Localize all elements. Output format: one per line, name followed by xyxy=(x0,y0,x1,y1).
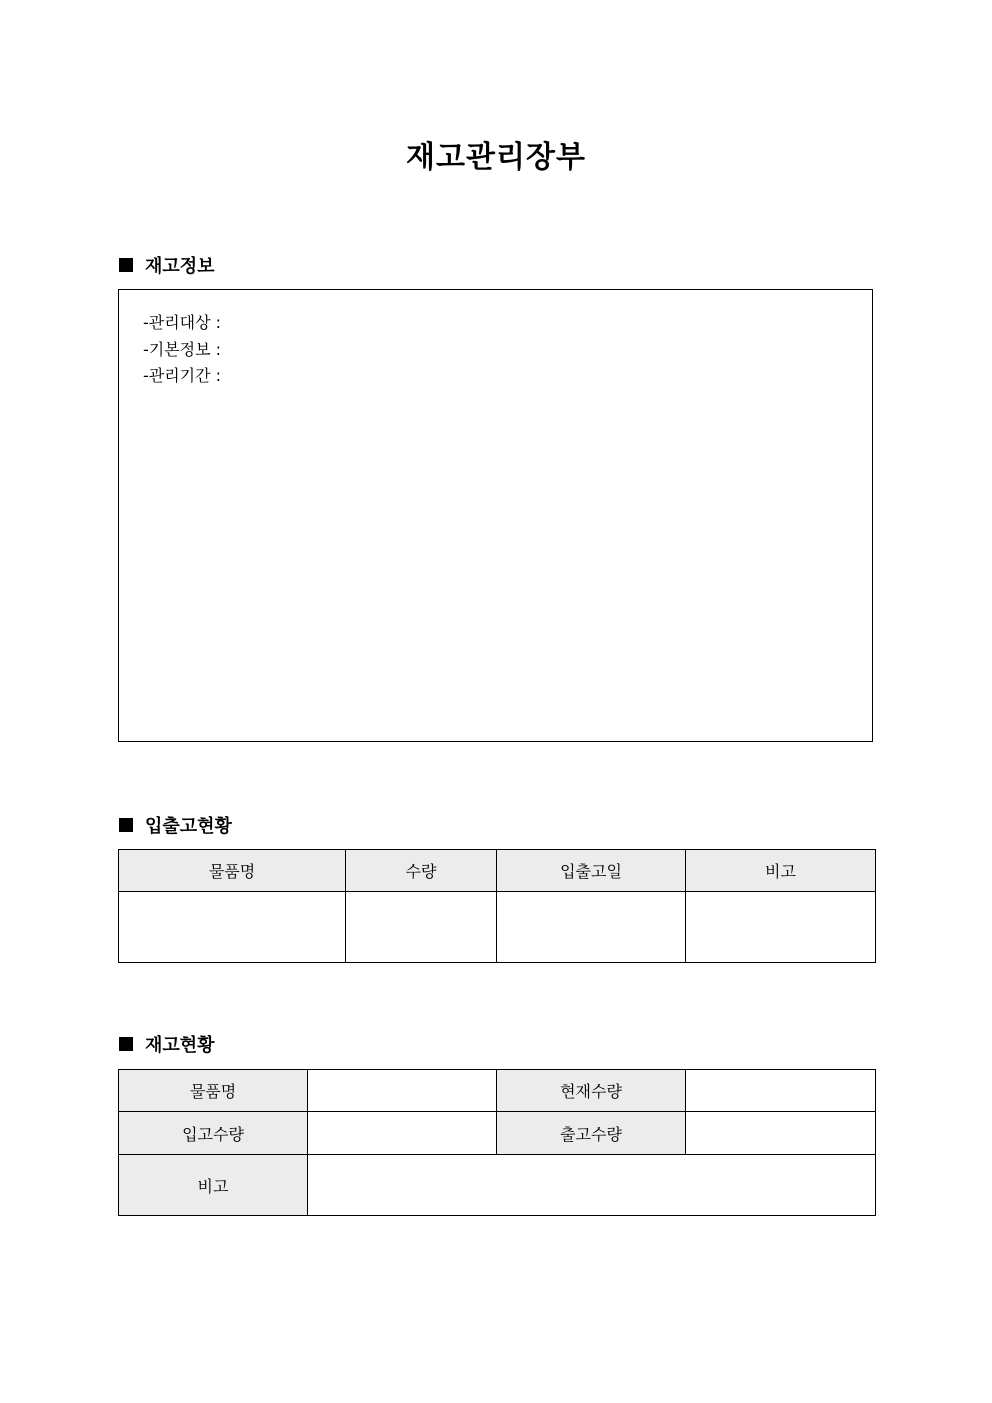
stock-status-table xyxy=(118,1069,876,1216)
info-line-basic-info: -기본정보 : xyxy=(143,339,222,359)
label-item-name: 물품명 xyxy=(119,1070,308,1112)
inventory-info-box[interactable] xyxy=(118,289,873,742)
square-bullet-icon xyxy=(119,258,133,272)
label-current-quantity: 현재수량 xyxy=(497,1070,686,1112)
value-note[interactable] xyxy=(308,1155,876,1216)
section-heading-label: 입출고현황 xyxy=(145,816,232,837)
info-line-period: -관리기간 : xyxy=(143,366,222,385)
section-heading-inventory-info xyxy=(119,253,215,277)
cell-item-name[interactable] xyxy=(119,892,346,963)
table-header-row xyxy=(119,850,876,892)
table-row xyxy=(119,1155,876,1216)
cell-io-date[interactable] xyxy=(497,892,686,963)
table-row xyxy=(119,892,876,963)
square-bullet-icon xyxy=(119,1037,133,1051)
column-header-note: 비고 xyxy=(686,850,876,892)
table-row xyxy=(119,1070,876,1112)
section-heading-label: 재고현황 xyxy=(145,1035,215,1056)
cell-quantity[interactable] xyxy=(346,892,497,963)
section-heading-stock-status xyxy=(119,1032,215,1056)
cell-note[interactable] xyxy=(686,892,876,963)
square-bullet-icon xyxy=(119,818,133,832)
value-out-quantity[interactable] xyxy=(686,1112,876,1155)
label-out-quantity: 출고수량 xyxy=(497,1112,686,1155)
column-header-io-date: 입출고일 xyxy=(497,850,686,892)
label-note: 비고 xyxy=(119,1155,308,1216)
io-status-table xyxy=(118,849,876,963)
section-heading-io-status xyxy=(119,813,232,837)
table-row xyxy=(119,1112,876,1155)
section-heading-label: 재고정보 xyxy=(145,256,215,277)
value-in-quantity[interactable] xyxy=(308,1112,497,1155)
value-current-quantity[interactable] xyxy=(686,1070,876,1112)
info-line-target: -관리대상 : xyxy=(143,313,222,332)
label-in-quantity: 입고수량 xyxy=(119,1112,308,1155)
column-header-quantity: 수량 xyxy=(346,850,497,892)
page-title: 재고관리장부 xyxy=(406,140,586,175)
value-item-name[interactable] xyxy=(308,1070,497,1112)
column-header-item-name: 물품명 xyxy=(119,850,346,892)
